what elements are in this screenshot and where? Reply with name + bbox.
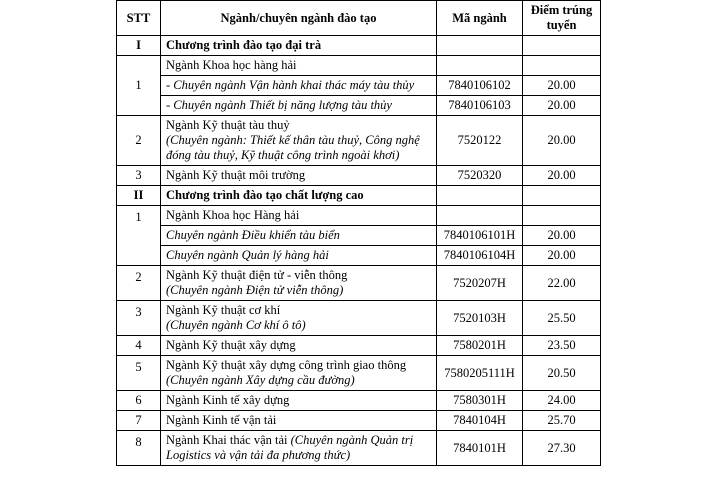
table-header-row: [117, 1, 601, 36]
major-name: Ngành Kỹ thuật tàu thuỷ: [166, 118, 290, 132]
specialization-name: Chuyên ngành Quản lý hàng hải: [161, 246, 437, 266]
major-code: 7840106103: [437, 96, 523, 116]
header-score: Điểm trúng tuyển: [523, 1, 601, 36]
row-stt: 7: [117, 411, 161, 431]
cutoff-score: 24.00: [523, 391, 601, 411]
row-stt: 3: [117, 166, 161, 186]
specialization-name: Chuyên ngành Điều khiển tàu biển: [161, 226, 437, 246]
section-row: [117, 36, 601, 56]
row-stt: 6: [117, 391, 161, 411]
row-stt: 1: [117, 206, 161, 266]
table-row: [117, 56, 601, 76]
table-row: [117, 411, 601, 431]
major-code: 7840101H: [437, 431, 523, 466]
major-code: 7840104H: [437, 411, 523, 431]
table-row: [117, 116, 601, 166]
row-stt: 4: [117, 336, 161, 356]
row-stt: 8: [117, 431, 161, 466]
table-row: [117, 96, 601, 116]
major-code: 7840106102: [437, 76, 523, 96]
specialization-name: - Chuyên ngành Vận hành khai thác máy tàu thủy: [161, 76, 437, 96]
major-name: Ngành Kỹ thuật xây dựng: [161, 336, 437, 356]
table-row: [117, 246, 601, 266]
section-title: Chương trình đào tạo chất lượng cao: [161, 186, 437, 206]
section-number: I: [117, 36, 161, 56]
row-stt: 3: [117, 301, 161, 336]
cutoff-score: 20.00: [523, 76, 601, 96]
table-row: [117, 336, 601, 356]
row-stt: 2: [117, 266, 161, 301]
cutoff-score: 20.00: [523, 226, 601, 246]
cutoff-score: 20.50: [523, 356, 601, 391]
major-name: Ngành Khoa học Hàng hải: [161, 206, 437, 226]
cutoff-score: 22.00: [523, 266, 601, 301]
cutoff-score: 20.00: [523, 116, 601, 166]
major-code: 7520103H: [437, 301, 523, 336]
table-row: [117, 431, 601, 466]
major-name: Ngành Kỹ thuật môi trường: [161, 166, 437, 186]
major-code: 7520122: [437, 116, 523, 166]
major-code: 7520320: [437, 166, 523, 186]
cutoff-score: 20.00: [523, 166, 601, 186]
major-code: 7580301H: [437, 391, 523, 411]
table-row: [117, 266, 601, 301]
header-stt: STT: [117, 1, 161, 36]
major-code: 7840106104H: [437, 246, 523, 266]
cutoff-score: 27.30: [523, 431, 601, 466]
major-name: Ngành Khai thác vận tải: [166, 433, 288, 447]
major-detail: (Chuyên ngành Xây dựng cầu đường): [166, 373, 355, 387]
cutoff-score: 25.50: [523, 301, 601, 336]
major-name: Ngành Khoa học hàng hải: [161, 56, 437, 76]
table-row: [117, 391, 601, 411]
major-detail: (Chuyên ngành Quản trị Logistics và vận tải đa phương thức): [166, 433, 414, 462]
major-detail: (Chuyên ngành Điện tử viễn thông): [166, 283, 344, 297]
table-row: [117, 301, 601, 336]
cutoff-score: 23.50: [523, 336, 601, 356]
row-stt: 1: [117, 56, 161, 116]
table-row: [117, 166, 601, 186]
major-name: Ngành Kinh tế xây dựng: [161, 391, 437, 411]
major-code: 7520207H: [437, 266, 523, 301]
section-row: [117, 186, 601, 206]
admission-scores-table: [116, 0, 601, 466]
section-number: II: [117, 186, 161, 206]
section-title: Chương trình đào tạo đại trà: [161, 36, 437, 56]
major-name: Ngành Kỹ thuật điện tử - viễn thông: [166, 268, 348, 282]
major-detail: (Chuyên ngành: Thiết kế thân tàu thuỷ, Công nghệ đóng tàu thuỷ, Kỹ thuật công trình ngoài khơi): [166, 133, 420, 162]
major-code: 7840106101H: [437, 226, 523, 246]
table-row: [117, 206, 601, 226]
major-code: 7580205111H: [437, 356, 523, 391]
header-code: Mã ngành: [437, 1, 523, 36]
table-row: [117, 226, 601, 246]
cutoff-score: 20.00: [523, 246, 601, 266]
major-name: Ngành Kinh tế vận tải: [161, 411, 437, 431]
major-name: Ngành Kỹ thuật xây dựng công trình giao thông: [166, 358, 407, 372]
cutoff-score: 25.70: [523, 411, 601, 431]
row-stt: 5: [117, 356, 161, 391]
table-row: [117, 356, 601, 391]
major-detail: (Chuyên ngành Cơ khí ô tô): [166, 318, 306, 332]
cutoff-score: 20.00: [523, 96, 601, 116]
header-major: Ngành/chuyên ngành đào tạo: [161, 1, 437, 36]
major-name: Ngành Kỹ thuật cơ khí: [166, 303, 281, 317]
table-row: [117, 76, 601, 96]
specialization-name: - Chuyên ngành Thiết bị năng lượng tàu thủy: [161, 96, 437, 116]
major-code: 7580201H: [437, 336, 523, 356]
row-stt: 2: [117, 116, 161, 166]
